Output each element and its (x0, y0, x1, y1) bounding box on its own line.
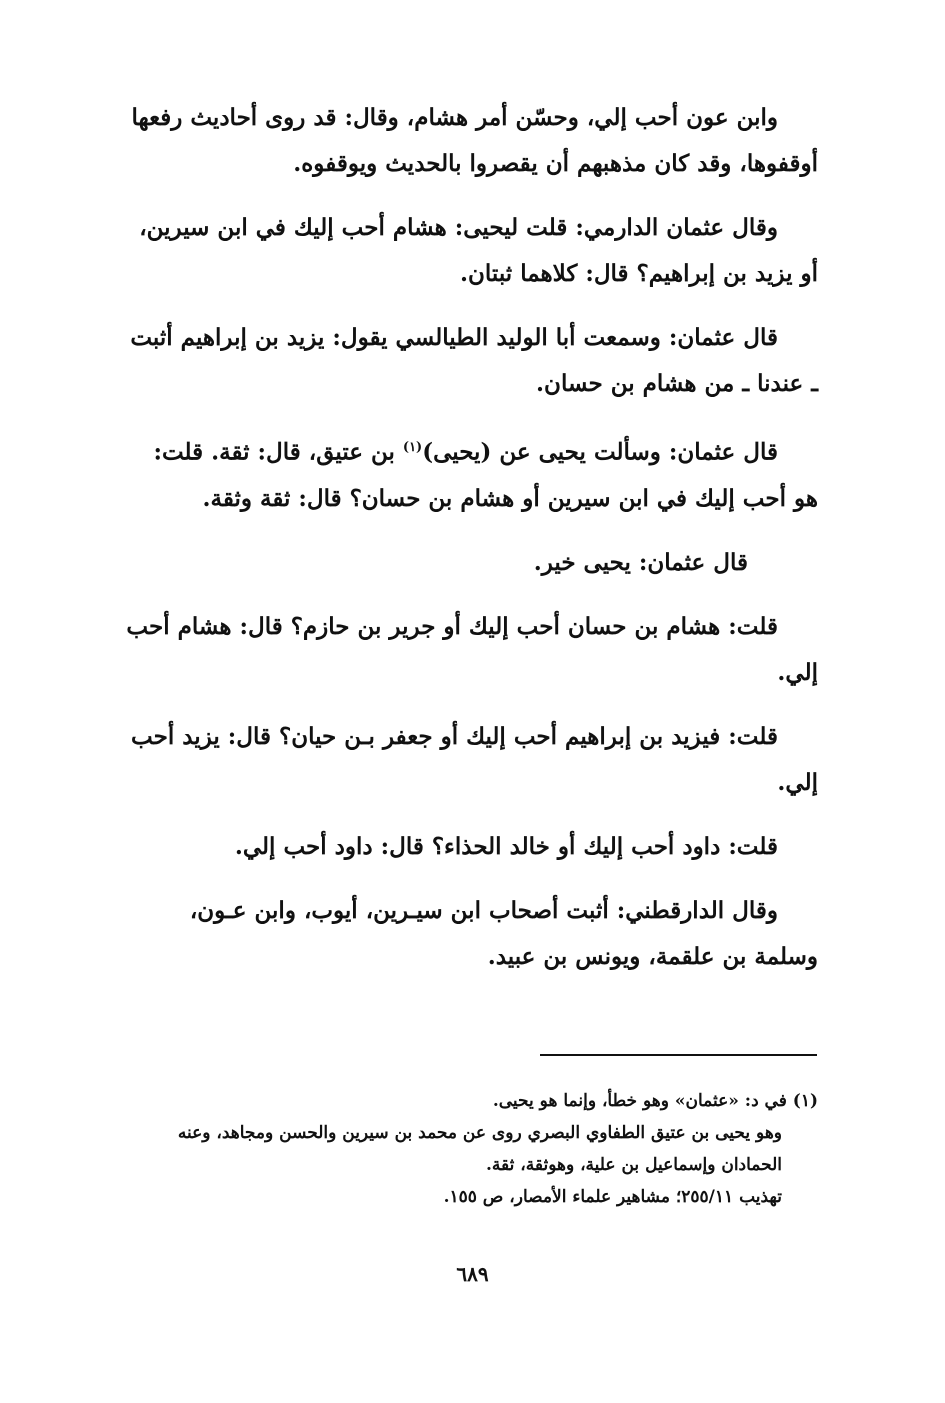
paragraph-line: إلي. (777, 768, 818, 796)
paragraph-line: أو يزيد بن إبراهيم؟ قال: كلاهما ثبتان. (460, 260, 818, 287)
paragraph-line: هو أحب إليك في ابن سيرين أو هشام بن حسان؟ قال: ثقة وثقة. (202, 484, 818, 512)
footnote-line: الحمادان وإسماعيل بن علية، وهوثقة، ثقة. (485, 1155, 782, 1175)
footnotes (112, 1085, 818, 1213)
main-text (112, 95, 818, 998)
paragraph-1 (112, 95, 818, 187)
paragraph-text: بن عتيق، قال: ثقة. قلت: (153, 438, 403, 466)
paragraph-line (112, 425, 818, 476)
paragraph-8 (112, 824, 818, 870)
paragraph-line: وقال الدارقطني: أثبت أصحاب ابن سيـرين، أيوب، وابن عـون، (189, 896, 778, 924)
page-number: ٦٨٩ (456, 1262, 489, 1286)
paragraph-line: قال عثمان: وسمعت أبا الوليد الطيالسي يقول: يزيد بن إبراهيم أثبت (130, 324, 778, 351)
paragraph-5 (112, 540, 818, 586)
paragraph-6 (112, 604, 818, 696)
paragraph-line: قلت: فيزيد بن إبراهيم أحب إليك أو جعفر بـن حيان؟ قال: يزيد أحب (131, 722, 778, 750)
paragraph-7 (112, 714, 818, 806)
paragraph-line: ـ عندنا ـ من هشام بن حسان. (536, 370, 818, 397)
footnote-line: تهذيب ٢٥٥/١١؛ مشاهير علماء الأمصار، ص ١٥٥. (443, 1187, 782, 1207)
footnote-separator (540, 1054, 817, 1056)
footnote-marker: (١) (402, 440, 423, 455)
paragraph-9 (112, 888, 818, 980)
paragraph-line: أوقفوها، وقد كان مذهبهم أن يقصروا بالحديث ويوقفوه. (293, 150, 818, 177)
footnote-line: وهو يحيى بن عتيق الطفاوي البصري روى عن محمد بن سيرين والحسن ومجاهد، وعنه (177, 1123, 782, 1143)
paragraph-line: وابن عون أحب إلي، وحسّن أمر هشام، وقال: قد روى أحاديث رفعها (131, 104, 778, 131)
paragraph-line: وسلمة بن علقمة، ويونس بن عبيد. (487, 942, 818, 970)
footnote-line: (١) في د: «عثمان» وهو خطأ، وإنما هو يحيى. (492, 1091, 818, 1111)
paragraph-3 (112, 315, 818, 407)
paragraph-4 (112, 425, 818, 522)
paragraph-line: إلي. (777, 658, 818, 686)
paragraph-line: وقال عثمان الدارمي: قلت ليحيى: هشام أحب إليك في ابن سيرين، (139, 214, 778, 241)
paragraph-line: قال عثمان: يحيى خير. (533, 548, 748, 576)
paragraph-line: قلت: هشام بن حسان أحب إليك أو جرير بن حازم؟ قال: هشام أحب (126, 612, 778, 640)
paragraph-2 (112, 205, 818, 297)
paragraph-text: قال عثمان: وسألت يحيى عن (يحيى) (422, 438, 778, 466)
paragraph-line: قلت: داود أحب إليك أو خالد الحذاء؟ قال: داود أحب إلي. (234, 832, 778, 860)
